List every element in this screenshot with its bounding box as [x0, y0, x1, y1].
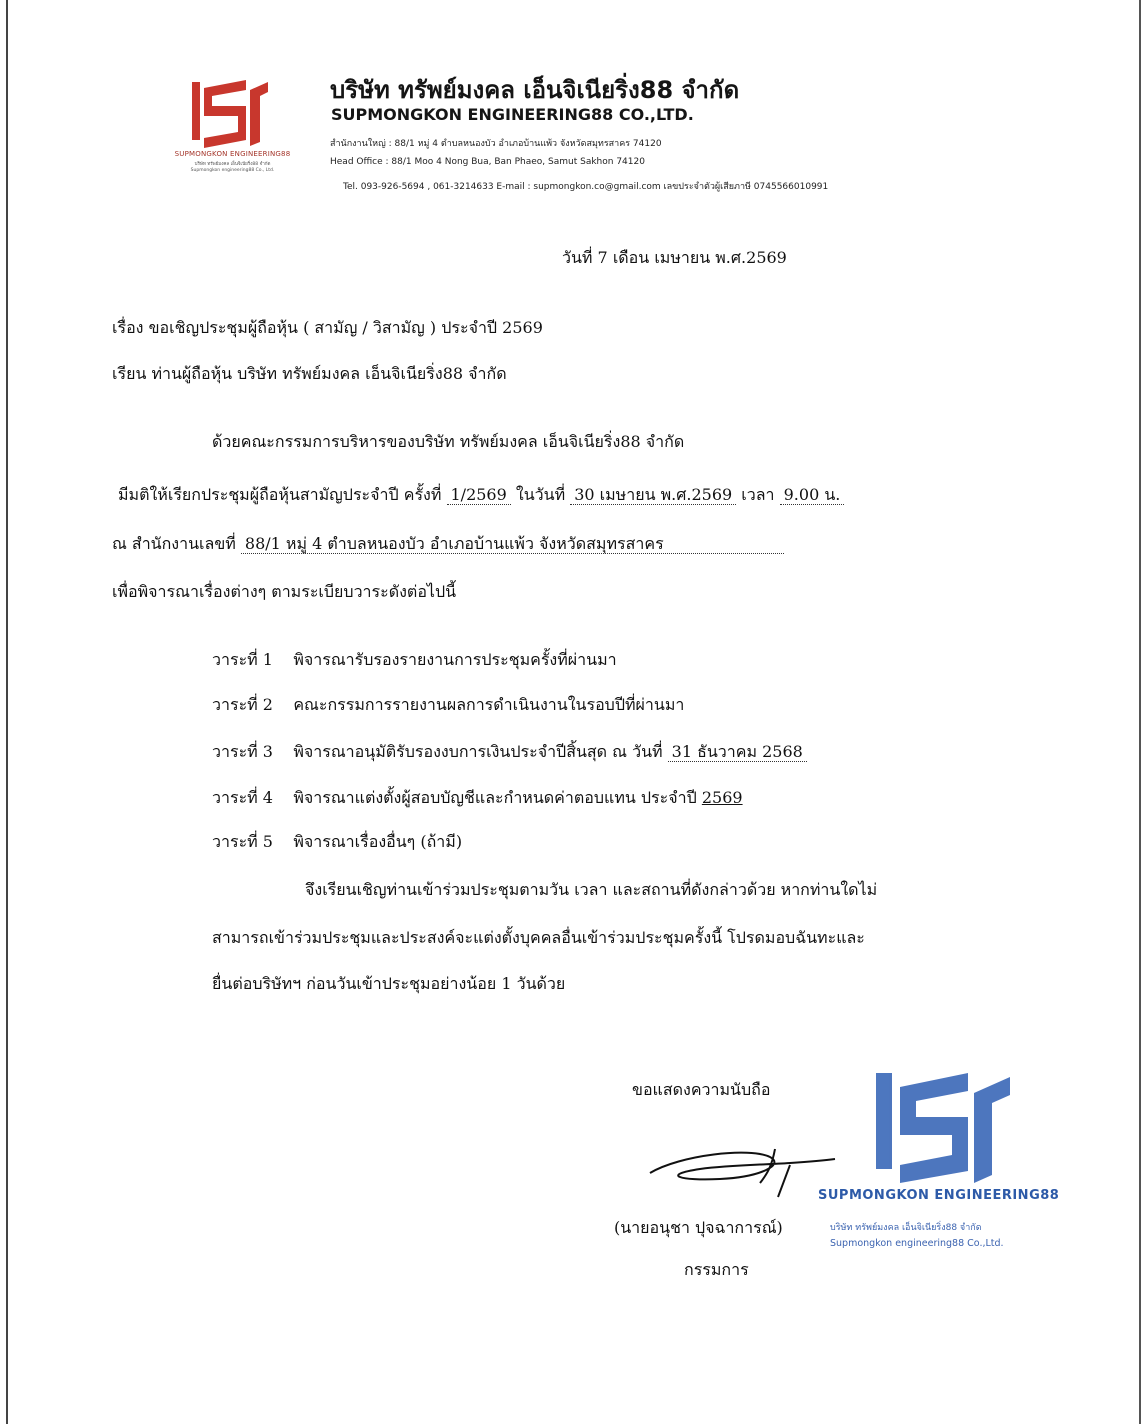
letter-recipient: เรียน ท่านผู้ถือหุ้น บริษัท ทรัพย์มงคล เอ็นจิเนียริ่ง88 จำกัด: [112, 364, 507, 383]
company-stamp: [818, 1065, 1068, 1265]
agenda-item-5: วาระที่ 5 พิจารณาเรื่องอื่นๆ (ถ้ามี): [212, 832, 463, 851]
regards: ขอแสดงความนับถือ: [632, 1080, 771, 1099]
meeting-date: 30 เมษายน พ.ศ.2569: [570, 485, 736, 505]
body-paragraph-1: ด้วยคณะกรรมการบริหารของบริษัท ทรัพย์มงคล เอ็นจิเนียริ่ง88 จำกัด: [212, 432, 685, 451]
company-name-thai: บริษัท ทรัพย์มงคล เอ็นจิเนียริ่ง88 จำกัด: [330, 76, 740, 104]
stamp-company-english: SUPMONGKON ENGINEERING88: [818, 1188, 1060, 1203]
address-thai: สำนักงานใหญ่ : 88/1 หมู่ 4 ตำบลหนองบัว อำเภอบ้านแพ้ว จังหวัดสมุทรสาคร 74120: [330, 139, 662, 149]
agenda-item-2: วาระที่ 2 คณะกรรมการรายงานผลการดำเนินงานในรอบปีที่ผ่านมา: [212, 695, 685, 714]
body-paragraph-4: เพื่อพิจารณาเรื่องต่างๆ ตามระเบียบวาระดังต่อไปนี้: [112, 582, 457, 601]
signer-title: กรรมการ: [684, 1260, 749, 1279]
closing-paragraph-2: สามารถเข้าร่วมประชุมและประสงค์จะแต่งตั้งบุคคลอื่นเข้าร่วมประชุมครั้งนี้ โปรดมอบฉันทะและ: [212, 928, 865, 947]
company-name-english: SUPMONGKON ENGINEERING88 CO.,LTD.: [331, 105, 694, 124]
auditor-year: 2569: [701, 788, 743, 807]
logo-small-text: บริษัท ทรัพย์มงคล เอ็นจิเนียริ่ง88 จำกัด Supmongkon engineering88 Co., Ltd.: [190, 162, 275, 173]
company-logo: [150, 72, 320, 202]
handwritten-signature: [640, 1135, 840, 1205]
letter-date: วันที่ 7 เดือน เมษายน พ.ศ.2569: [562, 248, 787, 267]
page-edge-left: [6, 0, 8, 1424]
meeting-number: 1/2569: [447, 485, 511, 505]
stamp-company-english-small: Supmongkon engineering88 Co.,Ltd.: [830, 1238, 1004, 1249]
signer-name: (นายอนุชา ปุจฉาการณ์): [614, 1218, 783, 1237]
agenda-item-1: วาระที่ 1 พิจารณารับรองรายงานการประชุมครั้งที่ผ่านมา: [212, 650, 617, 669]
meeting-place: 88/1 หมู่ 4 ตำบลหนองบัว อำเภอบ้านแพ้ว จังหวัดสมุทรสาคร: [241, 534, 784, 554]
page-edge-right: [1139, 0, 1141, 1424]
letter-subject: เรื่อง ขอเชิญประชุมผู้ถือหุ้น ( สามัญ / วิสามัญ ) ประจำปี 2569: [112, 318, 543, 337]
contact-line: Tel. 093-926-5694 , 061-3214633 E-mail : supmongkon.co@gmail.com เลขประจำตัวผู้เสียภาษี 0745566010991: [343, 182, 829, 192]
stamp-company-thai: บริษัท ทรัพย์มงคล เอ็นจิเนียริ่ง88 จำกัด: [830, 1223, 982, 1233]
body-paragraph-2: มีมติให้เรียกประชุมผู้ถือหุ้นสามัญประจำปี ครั้งที่ 1/2569 ในวันที่ 30 เมษายน พ.ศ.2569 เวลา 9.00 น.: [118, 483, 844, 508]
agenda-item-4: วาระที่ 4 พิจารณาแต่งตั้งผู้สอบบัญชีและกำหนดค่าตอบแทน ประจำปี 2569: [212, 788, 743, 807]
agenda-item-3: วาระที่ 3 พิจารณาอนุมัติรับรองงบการเงินประจำปีสิ้นสุด ณ วันที่ 31 ธันวาคม 2568: [212, 740, 807, 765]
logo-caption: SUPMONGKON ENGINEERING88: [174, 150, 291, 158]
fiscal-year-end: 31 ธันวาคม 2568: [668, 742, 807, 762]
body-paragraph-3: ณ สำนักงานเลขที่ 88/1 หมู่ 4 ตำบลหนองบัว อำเภอบ้านแพ้ว จังหวัดสมุทรสาคร: [112, 532, 784, 557]
meeting-time: 9.00 น.: [780, 485, 845, 505]
closing-paragraph-3: ยื่นต่อบริษัทฯ ก่อนวันเข้าประชุมอย่างน้อย 1 วันด้วย: [212, 974, 566, 993]
address-english: Head Office : 88/1 Moo 4 Nong Bua, Ban Phaeo, Samut Sakhon 74120: [330, 157, 645, 167]
closing-paragraph-1: จึงเรียนเชิญท่านเข้าร่วมประชุมตามวัน เวลา และสถานที่ดังกล่าวด้วย หากท่านใดไม่: [305, 880, 878, 899]
